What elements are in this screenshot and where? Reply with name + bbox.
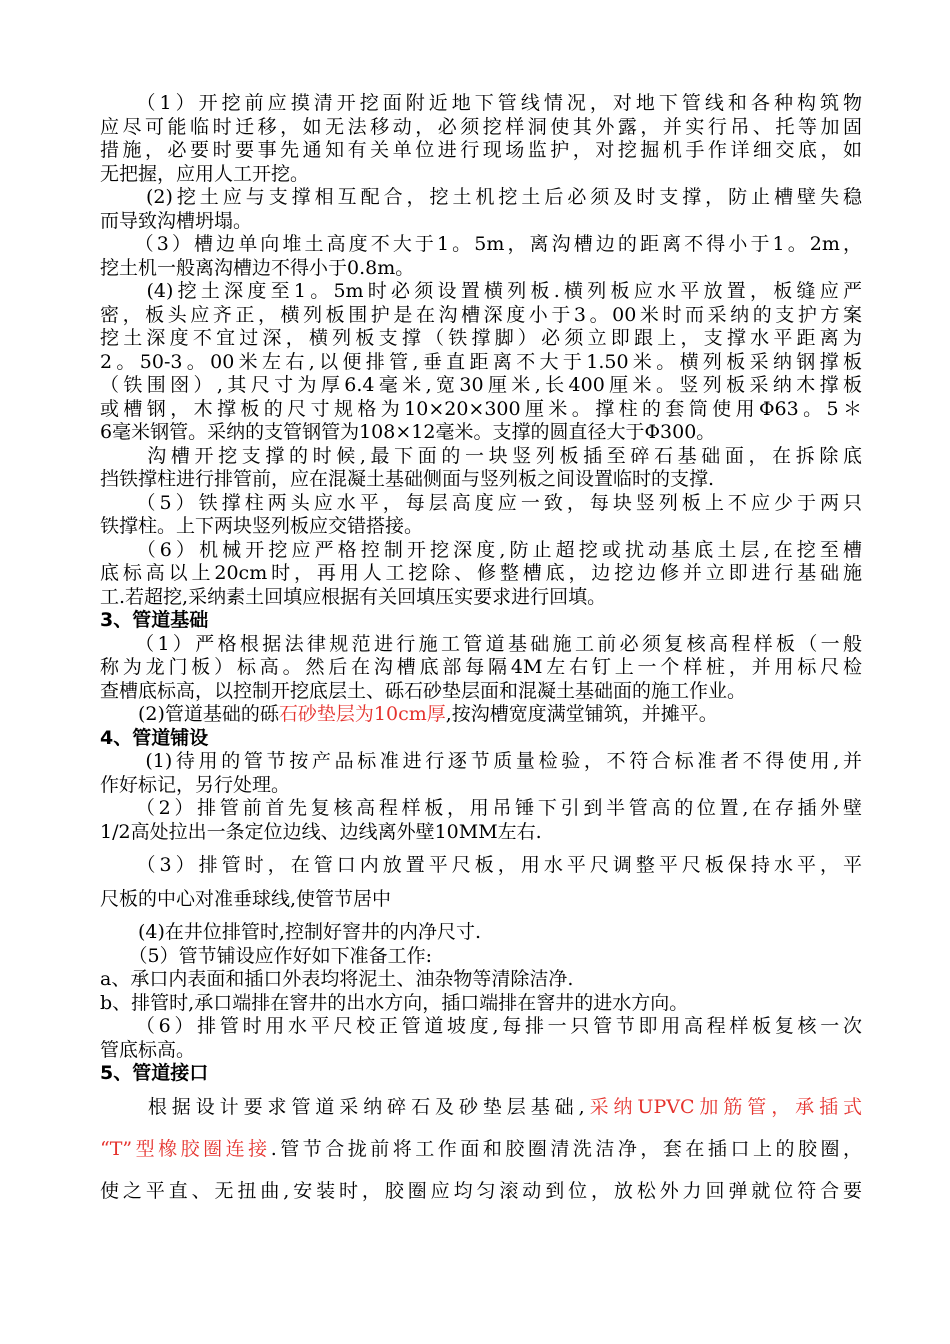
paragraph-6 [100,492,862,539]
highlighted-text: 石砂垫层为10cm厚 [278,703,446,725]
paragraph-5 [100,445,862,492]
text-line: 应尽可能临时迁移，如无法移动，必须挖样洞使其外露，并实行吊、托等加固 [100,115,862,138]
document-page [100,92,862,1212]
text-line: a、承口内表面和插口外表均将泥土、油杂物等清除洁净. [100,968,574,990]
text-span: 根据设计要求管道采纳碎石及砂垫层基础, [100,1095,585,1118]
text-line: 6毫米钢管。采纳的支管钢管为108×12毫米。支撑的圆直径大于Φ300。 [100,421,716,443]
paragraph-2 [100,186,862,233]
text-line: （5）铁撑柱两头应水平，每层高度应一致，每块竖列板上不应少于两只 [100,491,862,514]
section4-body [100,750,862,1062]
text-line: (4)挖土深度至1。5m时必须设置横列板.横列板应水平放置，板缝应严 [100,280,862,302]
text-line: （铁围囹）,其尺寸为厚6.4毫米,宽30厘米,长400厘米。竖列板采纳木撑板 [100,374,862,396]
text-line: 使之平直、无扭曲,安装时，胶圈应均匀滚动到位，放松外力回弹就位符合要 [100,1179,862,1202]
highlighted-text: “T”型橡胶圈连接 [100,1137,271,1160]
section3-paragraph-2 [100,703,862,727]
section5-body [100,1086,862,1212]
highlighted-text: 采纳UPVC加筋管，承插式 [584,1095,862,1118]
text-line: （3）槽边单向堆土高度不大于1。5m，离沟槽边的距离不得小于1。2m， [100,233,862,255]
text-line [100,1086,862,1128]
text-line: 挖土深度不宜过深，横列板支撑（铁撑脚）必须立即跟上，支撑水平距离为 [100,327,862,349]
text-span: .管节合拢前将工作面和胶圈清洗洁净，套在插口上的胶圈， [270,1137,862,1160]
text-span: ,按沟槽宽度满堂铺筑，并摊平。 [445,703,718,725]
text-line: （1）开挖前应摸清开挖面附近地下管线情况，对地下管线和各种构筑物 [100,92,862,114]
text-line: （2）排管前首先复核高程样板，用吊锤下引到半管高的位置,在存插外壁 [100,797,862,819]
text-line: （6）排管时用水平尺校正管道坡度,每排一只管节即用高程样板复核一次 [100,1015,862,1037]
text-line: （5）管节铺设应作好如下准备工作: [100,944,432,967]
text-line: 工.若超挖,采纳素土回填应根据有关回填压实要求进行回填。 [100,585,607,608]
text-line: 称为龙门板）标高。然后在沟槽底部每隔4M左右钉上一个样桩，并用标尺检 [100,656,862,678]
text-line: b、排管时,承口端排在窨井的出水方向，插口端排在窨井的进水方向。 [100,991,689,1014]
text-line: 措施，必要时要事先通知有关单位进行现场监护，对挖掘机手作详细交底，如 [100,139,862,161]
text-line: 而导致沟槽坍塌。 [100,209,253,232]
text-line: （1）严格根据法律规范进行施工管道基础施工前必须复核高程样板（一般 [100,632,862,655]
text-line: 1/2高处拉出一条定位边线、边线离外壁10MM左右. [100,820,542,843]
section3-paragraph-1 [100,633,862,704]
text-line: 尺板的中心对准垂球线,使管节居中 [100,887,392,910]
text-line: 作好标记，另行处理。 [100,773,291,796]
section-heading-4: 4、管道铺设 [100,726,209,749]
text-line: (2)挖土应与支撑相互配合，挖土机挖土后必须及时支撑，防止槽壁失稳 [100,186,862,208]
text-line: 密，板头应齐正，横列板围护是在沟槽深度小于3。00米时而采纳的支护方案 [100,303,862,326]
section-heading-3: 3、管道基础 [100,609,209,631]
text-line: 挡铁撑柱进行排管前，应在混凝土基础侧面与竖列板之间设置临时的支撑. [100,468,715,490]
text-line: (1)待用的管节按产品标准进行逐节质量检验，不符合标准者不得使用,并 [100,750,862,772]
text-line: 查槽底标高，以控制开挖底层土、砾石砂垫层面和混凝土基础面的施工作业。 [100,679,747,702]
paragraph-1 [100,92,862,186]
text-line: （6）机械开挖应严格控制开挖深度,防止超挖或扰动基底土层,在挖至槽 [100,538,862,561]
text-line: (4)在井位排管时,控制好窨井的内净尺寸. [100,921,481,943]
text-line [100,1128,862,1170]
text-line: 管底标高。 [100,1038,196,1061]
paragraph-7 [100,539,862,610]
text-line: 2。50-3。00米左右,以便排管,垂直距离不大于1.50米。横列板采纳钢撑板 [100,350,862,373]
text-line: （3）排管时，在管口内放置平尺板，用水平尺调整平尺板保持水平，平 [100,854,862,876]
text-line: 底标高以上20cm时，再用人工挖除、修整槽底，边挖边修并立即进行基础施 [100,562,862,584]
text-line: 挖土机一般离沟槽边不得小于0.8m。 [100,256,415,279]
paragraph-4 [100,280,862,445]
paragraph-3 [100,233,862,280]
text-line: 沟槽开挖支撑的时候,最下面的一块竖列板插至碎石基础面，在拆除底 [100,444,862,467]
text-line: 铁撑柱。上下两块竖列板应交错搭接。 [100,515,424,537]
text-line: 或槽钢，木撑板的尺寸规格为10×20×300厘米。撑柱的套筒使用Φ63。5＊ [100,397,862,420]
text-line: 无把握，应用人工开挖。 [100,162,310,185]
section-heading-5: 5、管道接口 [100,1062,209,1084]
text-span: (2)管道基础的砾 [100,703,279,725]
